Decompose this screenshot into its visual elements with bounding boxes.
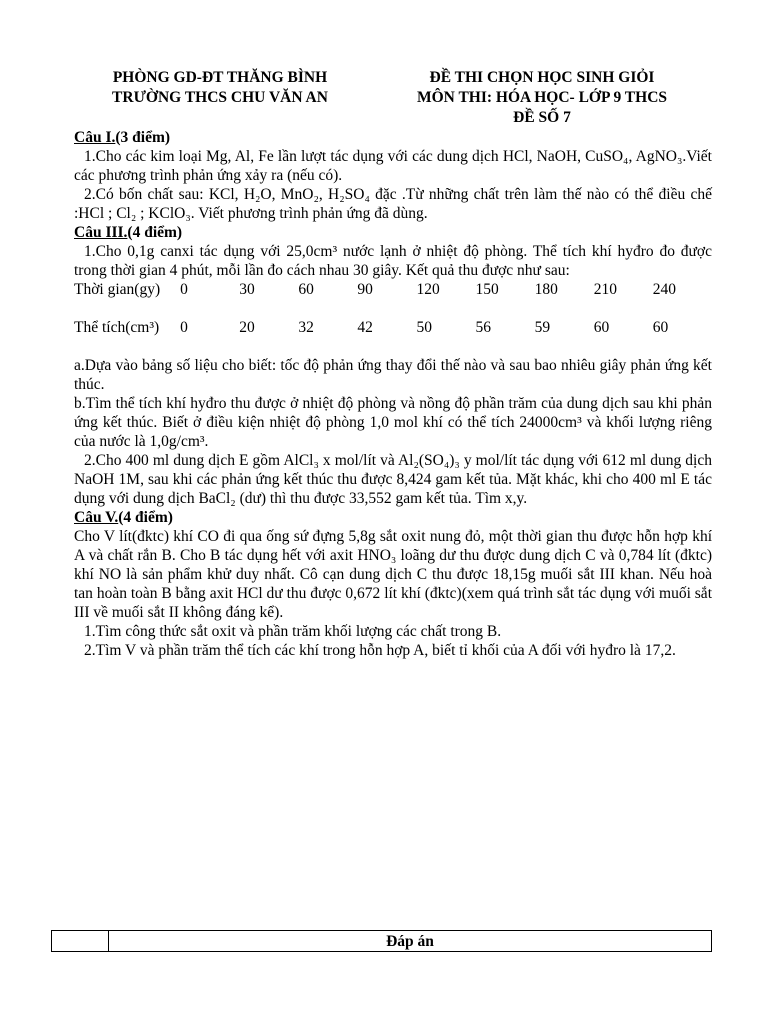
table-cell: 30	[239, 281, 255, 298]
table-cell: 50	[416, 319, 432, 336]
exam-content	[74, 128, 712, 660]
question-5-part-1: 1.Tìm công thức sắt oxit và phần trăm khối lượng các chất trong B.	[84, 623, 502, 640]
answer-table-blank-cell	[52, 931, 109, 952]
exam-number: ĐỀ SỐ 7	[513, 109, 571, 126]
question-3-points: (4 điểm)	[127, 224, 183, 241]
table-cell: 60	[593, 319, 610, 336]
answer-label: Đáp án	[109, 931, 712, 952]
table-cell: 120	[416, 281, 440, 298]
measurement-table	[74, 280, 712, 356]
table-cell: 42	[357, 319, 373, 336]
school-name: TRƯỜNG THCS CHU VĂN AN	[112, 89, 328, 106]
question-5-heading	[74, 508, 712, 527]
table-cell: 32	[298, 319, 314, 336]
table-cell: 60	[652, 319, 669, 336]
question-1-part-1: 1.Cho các kim loại Mg, Al, Fe lần lượt tác dụng với các dung dịch HCl, NaOH, CuSO₄, AgNO₃.Viết các phương trình phản ứng xảy ra (nếu có).	[74, 148, 712, 184]
row-label-volume: Thể tích(cm³)	[74, 319, 160, 336]
answer-table	[51, 930, 712, 952]
department-name: PHÒNG GD-ĐT THĂNG BÌNH	[112, 69, 328, 86]
school-header	[60, 68, 380, 108]
table-cell: 240	[652, 281, 677, 298]
exam-header	[372, 68, 712, 128]
question-1-part-2: 2.Có bốn chất sau: KCl, H₂O, MnO₂, H₂SO₄ đặc .Từ những chất trên làm thế nào có thể điều chế :HCl ; Cl₂ ; KClO₃. Viết phương trình phản ứng đã dùng.	[74, 186, 712, 222]
question-1-points: (3 điểm)	[115, 129, 171, 146]
exam-title: ĐỀ THI CHỌN HỌC SINH GIỎI	[429, 69, 655, 86]
table-row-time	[74, 280, 712, 318]
question-3-heading	[74, 223, 712, 242]
table-cell: 90	[357, 281, 373, 298]
question-3-part-2: 2.Cho 400 ml dung dịch E gồm AlCl₃ x mol/lít và Al₂(SO₄)₃ y mol/lít tác dụng với 612 ml dung dịch NaOH 1M, sau khi các phản ứng kết thúc thu được 8,424 gam kết tủa. Mặt khác, khi cho 400 ml E tác dụng với dung dịch BaCl₂ (dư) thì thu được 33,552 gam kết tủa. Tìm x,y.	[74, 452, 712, 507]
question-3-title: Câu III.	[74, 224, 128, 241]
question-3-part-a: a.Dựa vào bảng số liệu cho biết: tốc độ phản ứng thay đổi thế nào và sau bao nhiêu giây phản ứng kết thúc.	[74, 357, 712, 393]
question-1-title: Câu I.	[74, 129, 116, 146]
row-label-time: Thời gian(gy)	[74, 281, 161, 298]
question-5-intro: Cho V lít(đktc) khí CO đi qua ống sứ đựng 5,8g sắt oxit nung đỏ, một thời gian thu được hỗn hợp khí A và chất rắn B. Cho B tác dụng hết với axit HNO₃ loãng dư thu được dung dịch C và 0,784 lít (đktc) khí NO là sản phẩm khử duy nhất. Cô cạn dung dịch C thu được 18,15g muối sắt III khan. Nếu hoà tan hoàn toàn B bằng axit HCl dư thu được 0,672 lít khí (đktc)(xem quá trình sắt tác dụng với muối sắt III về muối sắt II không đáng kể).	[74, 528, 712, 621]
table-cell: 20	[239, 319, 255, 336]
question-3-part-1: 1.Cho 0,1g canxi tác dụng với 25,0cm³ nước lạnh ở nhiệt độ phòng. Thể tích khí hyđro đo được trong thời gian 4 phút, mỗi lần đo cách nhau 30 giây. Kết quả thu được như sau:	[74, 243, 712, 279]
table-cell: 59	[534, 319, 551, 336]
question-5-title: Câu V.	[74, 509, 119, 526]
table-cell: 0	[180, 319, 188, 336]
question-3-part-b: b.Tìm thể tích khí hyđro thu được ở nhiệt độ phòng và nồng độ phần trăm của dung dịch sau khi phản ứng kết thúc. Biết ở điều kiện nhiệt độ phòng 1,0 mol khí có thể tích 24000cm³ và khối lượng riêng của nước là 1,0g/cm³.	[74, 395, 712, 450]
exam-subject: MÔN THI: HÓA HỌC- LỚP 9 THCS	[416, 89, 668, 106]
table-row-volume	[74, 318, 712, 356]
table-cell: 210	[593, 281, 617, 298]
question-5-part-2: 2.Tìm V và phần trăm thể tích các khí trong hỗn hợp A, biết tỉ khối của A đối với hyđro là 17,2.	[84, 642, 676, 659]
table-cell: 150	[475, 281, 499, 298]
question-5-points: (4 điểm)	[118, 509, 173, 526]
table-cell: 56	[475, 319, 492, 336]
table-cell: 180	[534, 281, 558, 298]
question-1-heading	[74, 128, 712, 147]
table-cell: 60	[298, 281, 314, 298]
table-cell: 0	[180, 281, 188, 298]
